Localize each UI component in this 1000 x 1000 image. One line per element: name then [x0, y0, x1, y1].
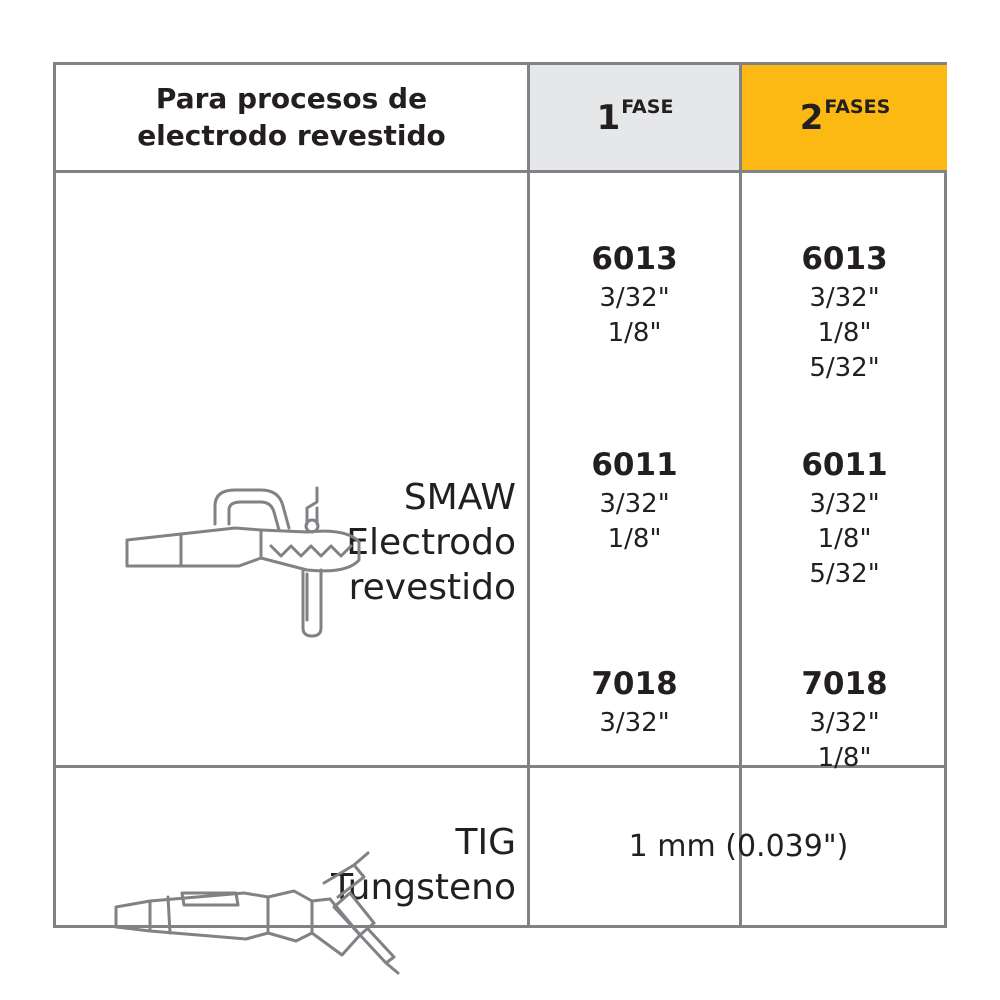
- smaw-label-line2: Electrodo: [346, 522, 516, 563]
- header-column-2-unit: FASES: [824, 96, 891, 119]
- spec-size: 5/32": [809, 353, 880, 384]
- tig-label-line2: Tungsteno: [331, 867, 516, 908]
- spec-code: 6011: [591, 447, 678, 483]
- spec-size: 1/8": [817, 524, 872, 555]
- spec-6013-one-phase: [530, 241, 739, 351]
- spec-size: 1/8": [817, 318, 872, 349]
- header-column-1-number: 1: [596, 97, 621, 138]
- spec-table: [53, 62, 947, 928]
- header-column-2-number: 2: [799, 97, 824, 138]
- spec-size: 3/32": [809, 283, 880, 313]
- spec-code: 7018: [801, 666, 888, 702]
- spec-7018-one-phase: [530, 666, 739, 741]
- header-divider: [56, 170, 944, 173]
- spec-size: 3/32": [599, 489, 670, 519]
- table-title-line1: Para procesos de: [155, 82, 428, 116]
- tig-electrode-diameter: 1 mm (0.039"): [628, 829, 849, 864]
- table-title: [56, 65, 527, 170]
- spec-size: 3/32": [599, 283, 670, 313]
- spec-size: 1/8": [607, 524, 662, 555]
- header-column-2-phases: [742, 65, 947, 170]
- spec-code: 6013: [801, 241, 888, 277]
- spec-size: 1/8": [817, 743, 872, 774]
- tig-label-line1: TIG: [455, 822, 516, 863]
- smaw-label-line3: revestido: [348, 567, 516, 608]
- spec-6011-two-phases: [742, 447, 947, 592]
- spec-size: 3/32": [809, 708, 880, 738]
- spec-size: 5/32": [809, 559, 880, 590]
- header-column-1-unit: FASE: [621, 96, 674, 119]
- spec-7018-two-phases: [742, 666, 947, 776]
- electrode-holder-icon: [111, 480, 451, 650]
- spec-size: 1/8": [607, 318, 662, 349]
- spec-6011-one-phase: [530, 447, 739, 557]
- spec-code: 7018: [591, 666, 678, 702]
- spec-code: 6013: [591, 241, 678, 277]
- header-column-1-phase: [530, 65, 739, 170]
- tig-torch-icon: [106, 835, 416, 975]
- spec-size: 3/32": [809, 489, 880, 519]
- table-title-line2: electrodo revestido: [137, 118, 446, 152]
- spec-code: 6011: [801, 447, 888, 483]
- spec-size: 3/32": [599, 708, 670, 738]
- spec-6013-two-phases: [742, 241, 947, 386]
- smaw-label-line1: SMAW: [403, 477, 516, 518]
